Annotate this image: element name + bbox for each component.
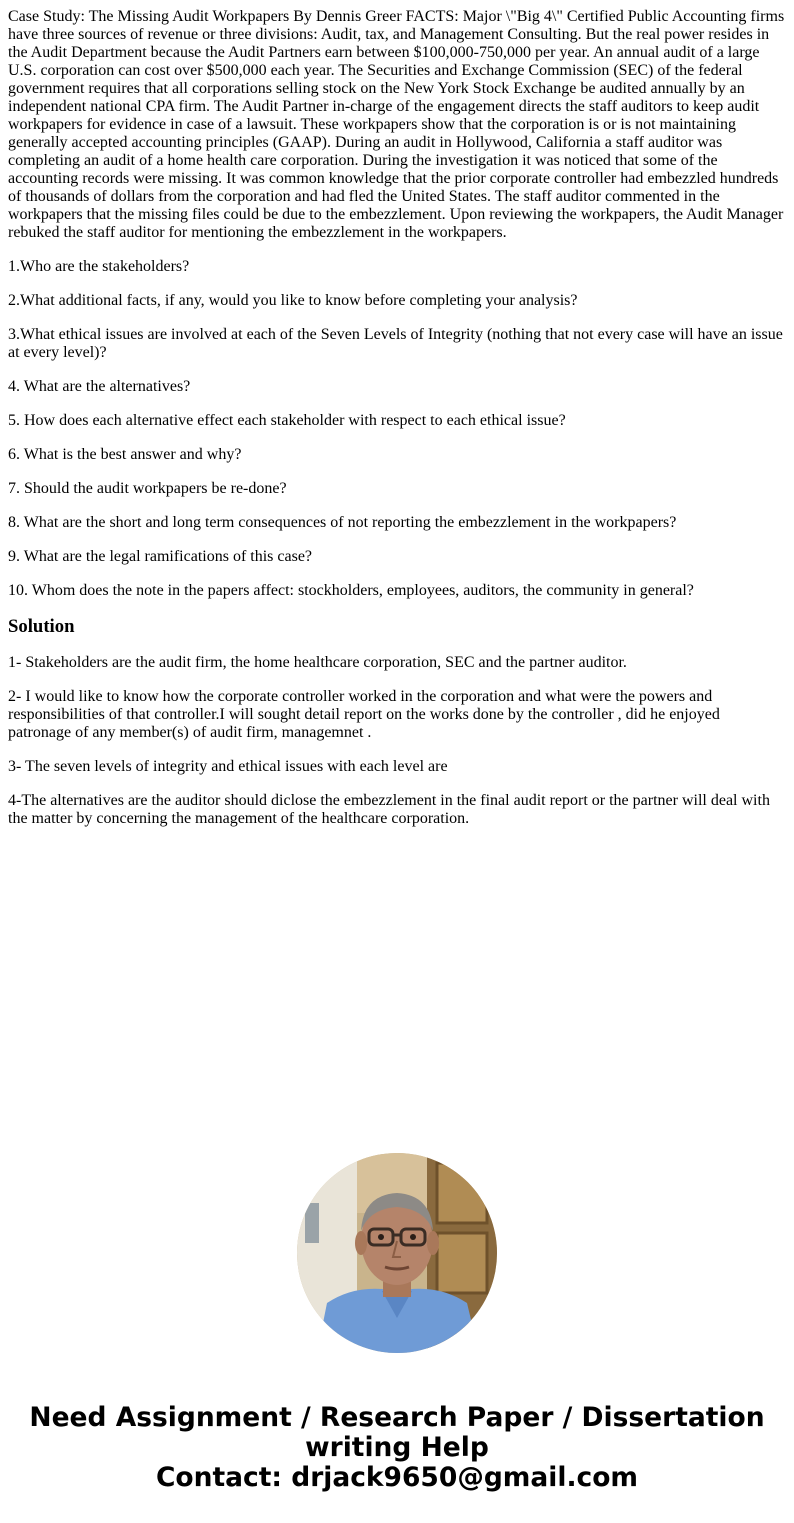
question-1: 1.Who are the stakeholders? xyxy=(8,258,190,275)
question-4: 4. What are the alternatives? xyxy=(8,378,191,395)
answer-2: 2- I would like to know how the corporate controller worked in the corporation and what were the powers and responsibilities of that controller.I will sought detail report on the works done by the controller , did he enjoyed patronage of any member(s) of audit firm, managemnet . xyxy=(8,688,720,741)
answer-4: 4-The alternatives are the auditor should diclose the embezzlement in the final audit report or the partner will deal with the matter by concerning the management of the healthcare corporation. xyxy=(8,792,770,827)
question-9: 9. What are the legal ramifications of this case? xyxy=(8,548,313,565)
question-8: 8. What are the short and long term consequences of not reporting the embezzlement in the workpapers? xyxy=(8,514,677,531)
answer-3: 3- The seven levels of integrity and ethical issues with each level are xyxy=(8,758,448,775)
promo-contact: Contact: drjack9650@gmail.com xyxy=(155,1462,639,1493)
answer-1: 1- Stakeholders are the audit firm, the home healthcare corporation, SEC and the partner auditor. xyxy=(8,654,627,671)
promo-banner xyxy=(0,1403,794,1493)
case-study-intro: Case Study: The Missing Audit Workpapers By Dennis Greer FACTS: Major \"Big 4\" Certified Public Accounting firms have three sources of revenue or three divisions: Audit, tax, and Management Consulting. But the real power resides in the Audit Department because the Audit Partners earn between $100,000-750,000 per year. An annual audit of a large U.S. corporation can cost over $500,000 each year. The Securities and Exchange Commission (SEC) of the federal government requires that all corporations selling stock on the New York Stock Exchange be audited annually by an independent national CPA firm. The Audit Partner in-charge of the engagement directs the staff auditors to keep audit workpapers for evidence in case of a lawsuit. These workpapers show that the corporation is or is not maintaining generally accepted accounting principles (GAAP). During an audit in Hollywood, California a staff auditor was completing an audit of a home health care corporation. During the investigation it was noticed that some of the accounting records were missing. It was common knowledge that the prior corporate controller had embezzled hundreds of thousands of dollars from the corporation and had fled the United States. The staff auditor commented in the workpapers that the missing files could be due to the embezzlement. Upon reviewing the workpapers, the Audit Manager rebuked the staff auditor for mentioning the embezzlement in the workpapers. xyxy=(8,8,785,241)
question-7: 7. Should the audit workpapers be re-done? xyxy=(8,480,287,497)
question-10: 10. Whom does the note in the papers affect: stockholders, employees, auditors, the community in general? xyxy=(8,582,694,599)
document-body xyxy=(8,8,786,844)
solution-heading: Solution xyxy=(8,616,75,637)
promo-line-2: writing Help xyxy=(305,1432,489,1463)
author-photo-icon xyxy=(297,1153,497,1353)
question-5: 5. How does each alternative effect each stakeholder with respect to each ethical issue? xyxy=(8,412,566,429)
question-2: 2.What additional facts, if any, would you like to know before completing your analysis? xyxy=(8,292,578,309)
promo-line-1: Need Assignment / Research Paper / Dissertation xyxy=(29,1402,765,1433)
question-6: 6. What is the best answer and why? xyxy=(8,446,242,463)
question-3: 3.What ethical issues are involved at each of the Seven Levels of Integrity (nothing that not every case will have an issue at every level)? xyxy=(8,326,783,361)
